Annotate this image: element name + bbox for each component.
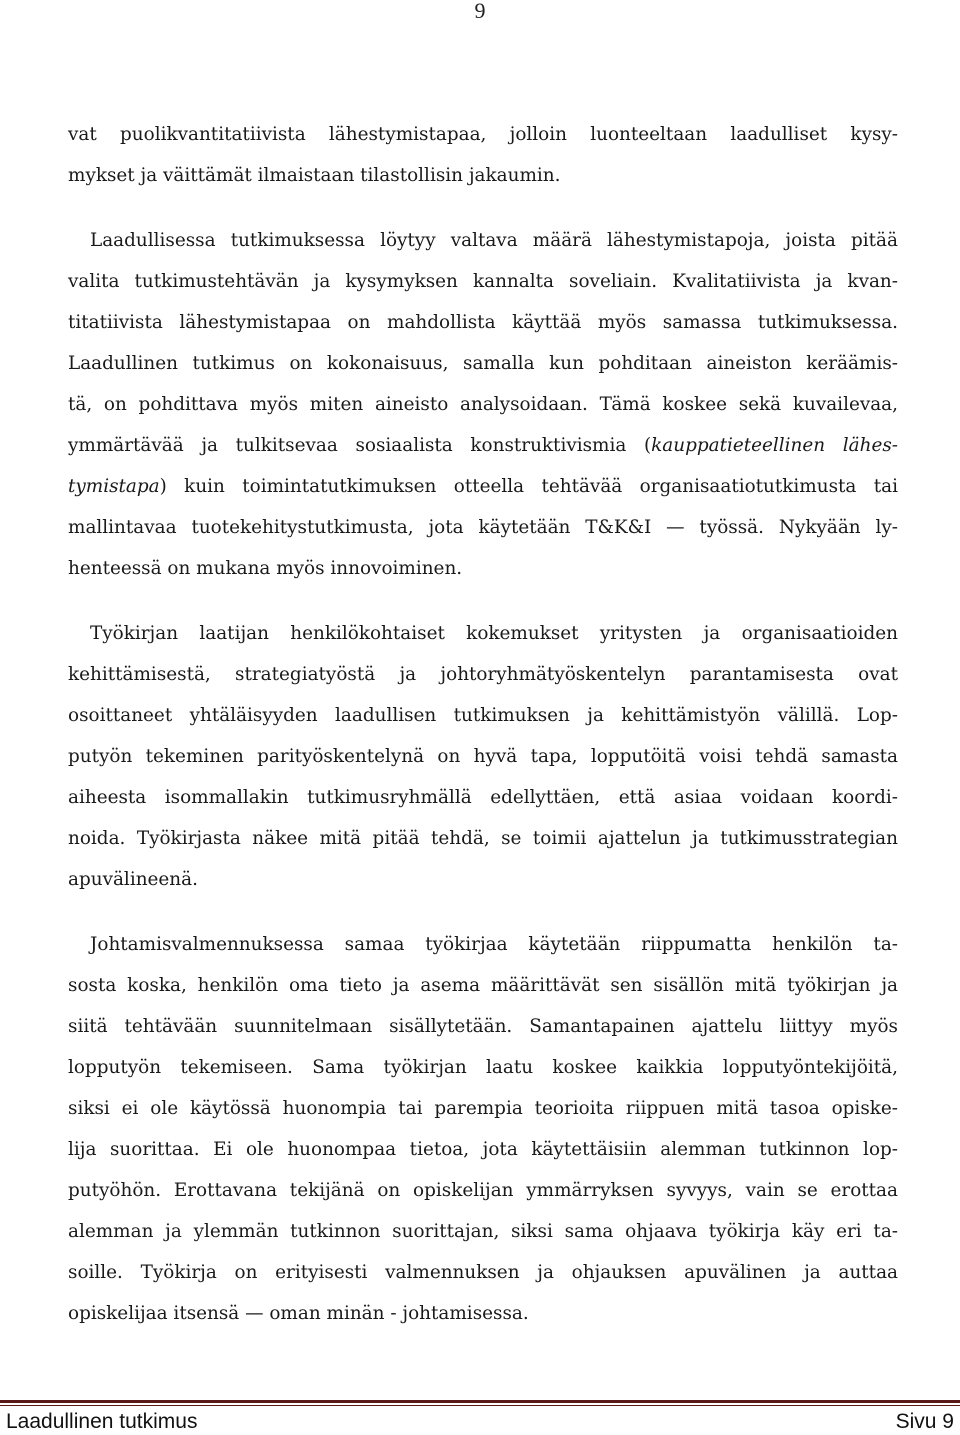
text-line: lija suorittaa. Ei ole huonompaa tietoa, jota käytettäisiin alemman tutkinnon lop- xyxy=(68,1139,898,1160)
paragraph-2 xyxy=(68,220,898,589)
text-line: lopputyön tekemiseen. Sama työkirjan laatu koskee kaikkia lopputyöntekijöitä, xyxy=(68,1057,898,1078)
text-line: henteessä on mukana myös innovoiminen. xyxy=(68,558,463,579)
text-line xyxy=(68,425,898,466)
text-line: siksi ei ole käytössä huonompia tai parempia teorioita riippuen mitä tasoa opiske- xyxy=(68,1098,898,1119)
text-line: mykset ja väittämät ilmaistaan tilastollisin jakaumin. xyxy=(68,165,561,186)
footer-page-label: Sivu 9 xyxy=(895,1410,954,1433)
text-line: titatiivista lähestymistapaa on mahdollista käyttää myös samassa tutkimuksessa. xyxy=(68,312,898,333)
text-line: Työkirjan laatijan henkilökohtaiset kokemukset yritysten ja organisaatioiden xyxy=(90,623,898,644)
text-line: valita tutkimustehtävän ja kysymyksen kannalta soveliain. Kvalitatiivista ja kvan- xyxy=(68,271,898,292)
text-line xyxy=(68,466,898,507)
text-line: Laadullinen tutkimus on kokonaisuus, samalla kun pohditaan aineiston keräämis- xyxy=(68,353,898,374)
paragraph-3 xyxy=(68,613,898,900)
paragraph-1 xyxy=(68,114,898,196)
text-line: osoittaneet yhtäläisyyden laadullisen tutkimuksen ja kehittämistyön välillä. Lop- xyxy=(68,705,898,726)
paragraph-4 xyxy=(68,924,898,1334)
italic-term: kauppatieteellinen lähes- xyxy=(651,435,898,456)
text-line: apuvälineenä. xyxy=(68,869,198,890)
text-line: soille. Työkirja on erityisesti valmennuksen ja ohjauksen apuvälinen ja auttaa xyxy=(68,1262,898,1283)
footer-divider xyxy=(0,1400,960,1406)
footer-title: Laadullinen tutkimus xyxy=(6,1410,198,1433)
text-line: aiheesta isommallakin tutkimusryhmällä edellyttäen, että asiaa voidaan koordi- xyxy=(68,787,898,808)
text-line: tä, on pohdittava myös miten aineisto analysoidaan. Tämä koskee sekä kuvailevaa, xyxy=(68,394,898,415)
text-line: Laadullisessa tutkimuksessa löytyy valtava määrä lähestymistapoja, joista pitää xyxy=(90,230,898,251)
text-line: siitä tehtävään suunnitelmaan sisällytetään. Samantapainen ajattelu liittyy myös xyxy=(68,1016,898,1037)
text-line: noida. Työkirjasta näkee mitä pitää tehdä, se toimii ajattelun ja tutkimusstrategian xyxy=(68,828,898,849)
text-line: mallintavaa tuotekehitystutkimusta, jota käytetään T&K&I — työssä. Nykyään ly- xyxy=(68,517,898,538)
text-line: alemman ja ylemmän tutkinnon suorittajan, siksi sama ohjaava työkirja käy eri ta- xyxy=(68,1221,898,1242)
page-number: 9 xyxy=(474,0,486,23)
text-line: vat puolikvantitatiivista lähestymistapaa, jolloin luonteeltaan laadulliset kysy- xyxy=(68,124,898,145)
body-text xyxy=(68,114,898,1358)
text-line: putyöhön. Erottavana tekijänä on opiskelijan ymmärryksen syvyys, vain se erottaa xyxy=(68,1180,898,1201)
text-line: opiskelijaa itsensä — oman minän - johtamisessa. xyxy=(68,1303,529,1324)
text-line: putyön tekeminen parityöskentelynä on hyvä tapa, lopputöitä voisi tehdä samasta xyxy=(68,746,898,767)
text-fragment: ) kuin toimintatutkimuksen otteella tehtävää organisaatiotutkimusta tai xyxy=(159,476,898,497)
italic-term: tymistapa xyxy=(68,476,160,497)
text-fragment: ymmärtävää ja tulkitsevaa sosiaalista konstruktivismia ( xyxy=(68,435,652,456)
text-line: sosta koska, henkilön oma tieto ja asema määrittävät sen sisällön mitä työkirjan ja xyxy=(68,975,898,996)
text-line: Johtamisvalmennuksessa samaa työkirjaa käytetään riippumatta henkilön ta- xyxy=(90,934,898,955)
text-line: kehittämisestä, strategiatyöstä ja johtoryhmätyöskentelyn parantamisesta ovat xyxy=(68,664,898,685)
